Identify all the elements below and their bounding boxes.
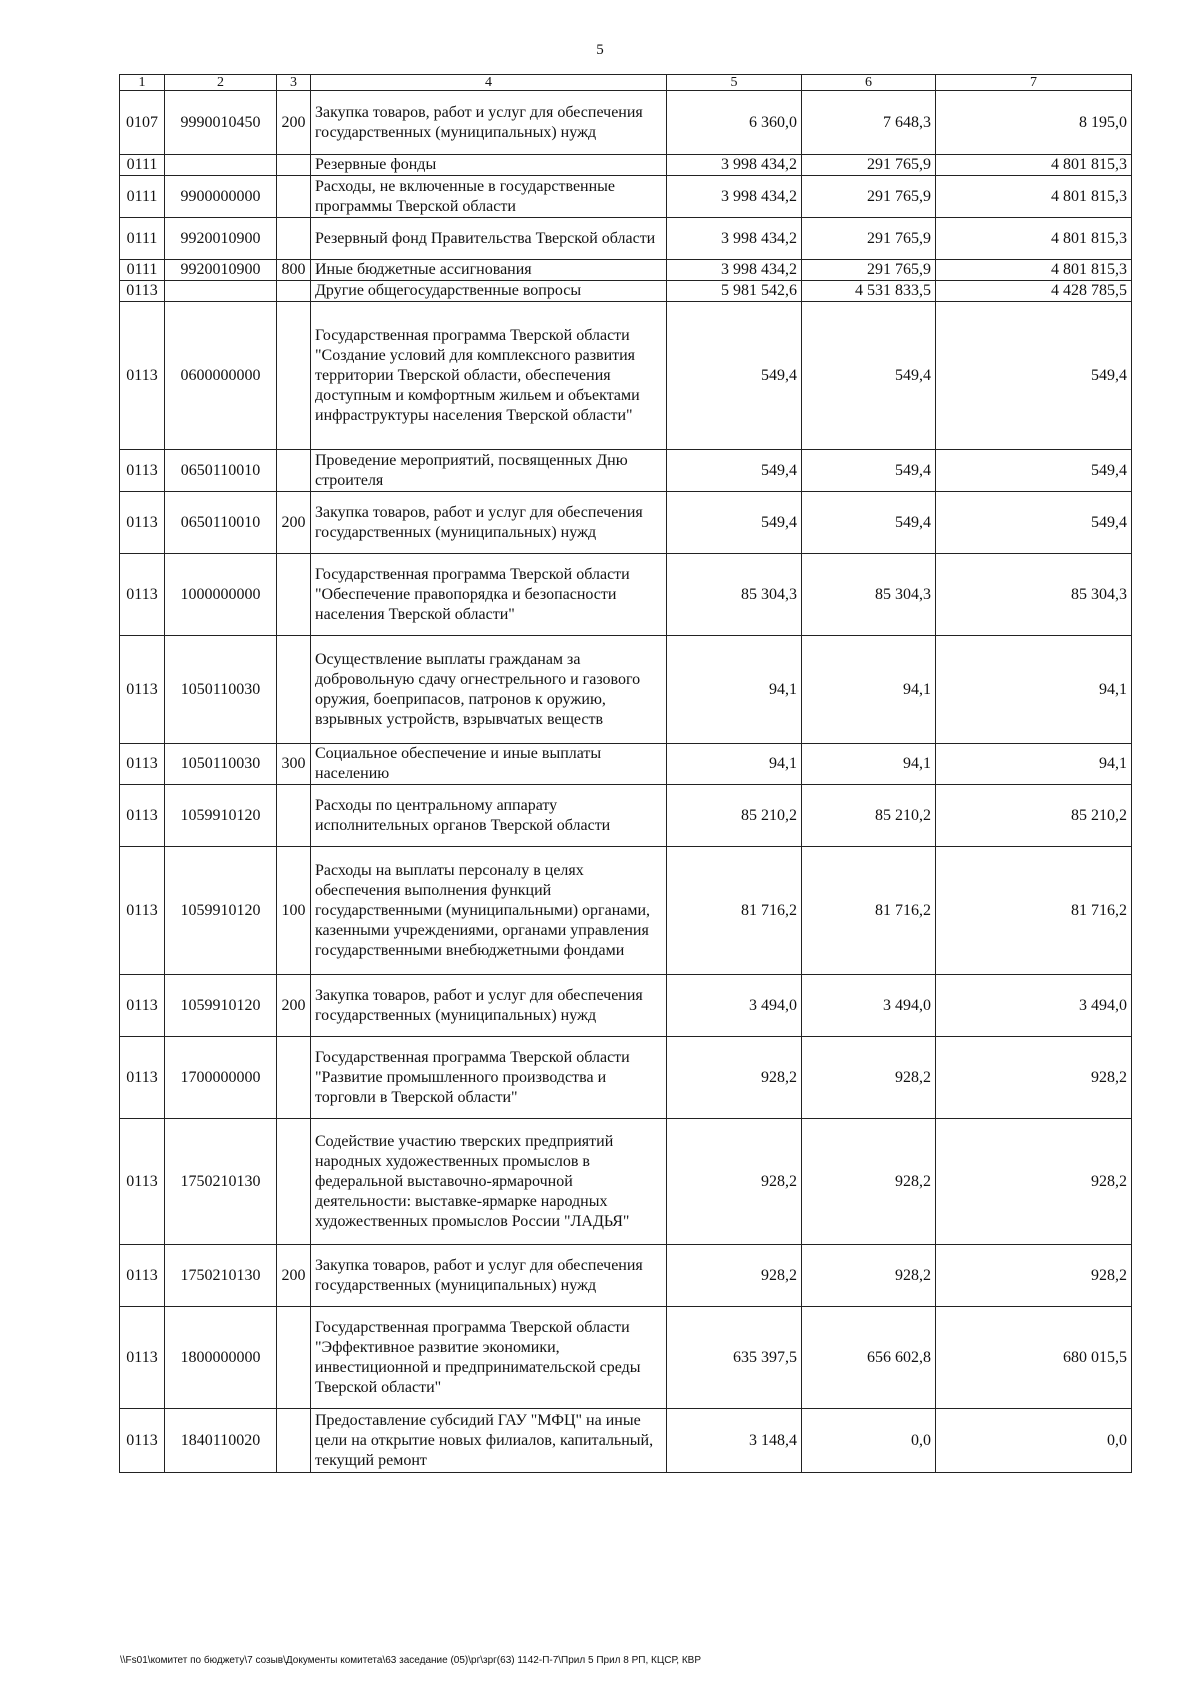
amount-col5: 635 397,5 xyxy=(667,1307,802,1409)
amount-col6: 291 765,9 xyxy=(802,218,936,260)
expense-type-code xyxy=(277,1409,311,1473)
footer-file-path: \\Fs01\комитет по бюджету\7 созыв\Документы комитета\63 заседание (05)\рг\зрг(63) 1142-П-7\Прил 5 Прил 8 РП, КЦСР, КВР xyxy=(120,1655,701,1666)
table-row xyxy=(120,260,1132,281)
column-number: 7 xyxy=(936,75,1132,91)
table-row xyxy=(120,492,1132,554)
table-row xyxy=(120,636,1132,744)
expense-type-code: 100 xyxy=(277,847,311,975)
amount-col6: 291 765,9 xyxy=(802,176,936,218)
table-row xyxy=(120,218,1132,260)
table-row xyxy=(120,847,1132,975)
amount-col7: 549,4 xyxy=(936,492,1132,554)
column-number: 1 xyxy=(120,75,165,91)
amount-col7: 928,2 xyxy=(936,1037,1132,1119)
expense-type-code: 200 xyxy=(277,975,311,1037)
item-name: Государственная программа Тверской области "Создание условий для комплексного развития территории Тверской области, обеспечения доступным и комфортным жильем и объектами инфраструктуры населения Тверской области" xyxy=(311,302,667,450)
table-row xyxy=(120,554,1132,636)
amount-col5: 85 304,3 xyxy=(667,554,802,636)
target-article-code: 1059910120 xyxy=(165,785,277,847)
amount-col6: 85 210,2 xyxy=(802,785,936,847)
section-code: 0113 xyxy=(120,1037,165,1119)
column-number: 3 xyxy=(277,75,311,91)
section-code: 0113 xyxy=(120,1409,165,1473)
column-number: 4 xyxy=(311,75,667,91)
expense-type-code: 200 xyxy=(277,492,311,554)
section-code: 0111 xyxy=(120,218,165,260)
section-code: 0111 xyxy=(120,176,165,218)
section-code: 0113 xyxy=(120,785,165,847)
section-code: 0111 xyxy=(120,260,165,281)
section-code: 0113 xyxy=(120,636,165,744)
item-name: Иные бюджетные ассигнования xyxy=(311,260,667,281)
amount-col7: 3 494,0 xyxy=(936,975,1132,1037)
amount-col7: 4 428 785,5 xyxy=(936,281,1132,302)
table-row xyxy=(120,450,1132,492)
column-number-row xyxy=(120,75,1132,91)
amount-col5: 928,2 xyxy=(667,1119,802,1245)
target-article-code xyxy=(165,155,277,176)
target-article-code: 0650110010 xyxy=(165,492,277,554)
section-code: 0113 xyxy=(120,302,165,450)
page-number: 5 xyxy=(596,42,604,58)
target-article-code: 1750210130 xyxy=(165,1245,277,1307)
amount-col5: 549,4 xyxy=(667,302,802,450)
target-article-code: 9920010900 xyxy=(165,260,277,281)
item-name: Закупка товаров, работ и услуг для обеспечения государственных (муниципальных) нужд xyxy=(311,91,667,155)
budget-table xyxy=(119,74,1132,1473)
amount-col6: 549,4 xyxy=(802,302,936,450)
expense-type-code xyxy=(277,155,311,176)
expense-type-code xyxy=(277,554,311,636)
table-row xyxy=(120,1119,1132,1245)
target-article-code: 1800000000 xyxy=(165,1307,277,1409)
section-code: 0107 xyxy=(120,91,165,155)
amount-col7: 4 801 815,3 xyxy=(936,260,1132,281)
expense-type-code xyxy=(277,218,311,260)
amount-col5: 549,4 xyxy=(667,492,802,554)
expense-type-code xyxy=(277,281,311,302)
section-code: 0113 xyxy=(120,554,165,636)
item-name: Другие общегосударственные вопросы xyxy=(311,281,667,302)
section-code: 0113 xyxy=(120,975,165,1037)
section-code: 0113 xyxy=(120,1119,165,1245)
column-number: 6 xyxy=(802,75,936,91)
section-code: 0113 xyxy=(120,281,165,302)
section-code: 0113 xyxy=(120,1245,165,1307)
amount-col6: 3 494,0 xyxy=(802,975,936,1037)
amount-col5: 94,1 xyxy=(667,744,802,785)
item-name: Резервный фонд Правительства Тверской области xyxy=(311,218,667,260)
item-name: Осуществление выплаты гражданам за добровольную сдачу огнестрельного и газового оружия, боеприпасов, патронов к оружию, взрывных устройств, взрывчатых веществ xyxy=(311,636,667,744)
amount-col6: 4 531 833,5 xyxy=(802,281,936,302)
amount-col6: 85 304,3 xyxy=(802,554,936,636)
target-article-code: 1000000000 xyxy=(165,554,277,636)
amount-col7: 94,1 xyxy=(936,636,1132,744)
table-row xyxy=(120,1245,1132,1307)
table-row xyxy=(120,281,1132,302)
amount-col7: 549,4 xyxy=(936,302,1132,450)
expense-type-code xyxy=(277,450,311,492)
amount-col5: 3 494,0 xyxy=(667,975,802,1037)
expense-type-code xyxy=(277,1037,311,1119)
expense-type-code: 300 xyxy=(277,744,311,785)
amount-col5: 3 998 434,2 xyxy=(667,155,802,176)
table-row xyxy=(120,744,1132,785)
amount-col7: 4 801 815,3 xyxy=(936,218,1132,260)
amount-col5: 94,1 xyxy=(667,636,802,744)
item-name: Государственная программа Тверской области "Обеспечение правопорядка и безопасности населения Тверской области" xyxy=(311,554,667,636)
amount-col7: 4 801 815,3 xyxy=(936,155,1132,176)
expense-type-code: 200 xyxy=(277,91,311,155)
amount-col6: 549,4 xyxy=(802,492,936,554)
table-row xyxy=(120,975,1132,1037)
item-name: Предоставление субсидий ГАУ "МФЦ" на иные цели на открытие новых филиалов, капитальный, текущий ремонт xyxy=(311,1409,667,1473)
item-name: Государственная программа Тверской области "Развитие промышленного производства и торговли в Тверской области" xyxy=(311,1037,667,1119)
expense-type-code xyxy=(277,636,311,744)
amount-col5: 3 148,4 xyxy=(667,1409,802,1473)
amount-col5: 928,2 xyxy=(667,1245,802,1307)
amount-col6: 656 602,8 xyxy=(802,1307,936,1409)
amount-col7: 85 210,2 xyxy=(936,785,1132,847)
section-code: 0113 xyxy=(120,744,165,785)
amount-col5: 81 716,2 xyxy=(667,847,802,975)
target-article-code: 1700000000 xyxy=(165,1037,277,1119)
target-article-code: 0600000000 xyxy=(165,302,277,450)
target-article-code xyxy=(165,281,277,302)
item-name: Закупка товаров, работ и услуг для обеспечения государственных (муниципальных) нужд xyxy=(311,492,667,554)
amount-col6: 291 765,9 xyxy=(802,155,936,176)
target-article-code: 9990010450 xyxy=(165,91,277,155)
section-code: 0113 xyxy=(120,847,165,975)
target-article-code: 1050110030 xyxy=(165,744,277,785)
amount-col6: 928,2 xyxy=(802,1245,936,1307)
amount-col7: 85 304,3 xyxy=(936,554,1132,636)
section-code: 0113 xyxy=(120,1307,165,1409)
item-name: Расходы на выплаты персоналу в целях обеспечения выполнения функций государственными (муниципальными) органами, казенными учреждениями, органами управления государственными внебюджетными фондами xyxy=(311,847,667,975)
target-article-code: 1059910120 xyxy=(165,975,277,1037)
expense-type-code xyxy=(277,302,311,450)
table-row xyxy=(120,302,1132,450)
amount-col7: 928,2 xyxy=(936,1245,1132,1307)
table-row xyxy=(120,1037,1132,1119)
amount-col6: 81 716,2 xyxy=(802,847,936,975)
table-row xyxy=(120,785,1132,847)
column-number: 5 xyxy=(667,75,802,91)
section-code: 0113 xyxy=(120,450,165,492)
target-article-code: 9920010900 xyxy=(165,218,277,260)
column-number: 2 xyxy=(165,75,277,91)
expense-type-code xyxy=(277,785,311,847)
budget-table-body xyxy=(120,75,1132,1473)
amount-col6: 549,4 xyxy=(802,450,936,492)
target-article-code: 1840110020 xyxy=(165,1409,277,1473)
section-code: 0113 xyxy=(120,492,165,554)
amount-col7: 928,2 xyxy=(936,1119,1132,1245)
expense-type-code: 200 xyxy=(277,1245,311,1307)
amount-col7: 94,1 xyxy=(936,744,1132,785)
amount-col5: 6 360,0 xyxy=(667,91,802,155)
amount-col5: 85 210,2 xyxy=(667,785,802,847)
amount-col5: 549,4 xyxy=(667,450,802,492)
amount-col5: 3 998 434,2 xyxy=(667,260,802,281)
section-code: 0111 xyxy=(120,155,165,176)
table-row xyxy=(120,91,1132,155)
target-article-code: 1750210130 xyxy=(165,1119,277,1245)
expense-type-code xyxy=(277,1307,311,1409)
expense-type-code: 800 xyxy=(277,260,311,281)
amount-col7: 81 716,2 xyxy=(936,847,1132,975)
amount-col6: 7 648,3 xyxy=(802,91,936,155)
amount-col7: 549,4 xyxy=(936,450,1132,492)
amount-col5: 3 998 434,2 xyxy=(667,218,802,260)
item-name: Закупка товаров, работ и услуг для обеспечения государственных (муниципальных) нужд xyxy=(311,1245,667,1307)
amount-col5: 3 998 434,2 xyxy=(667,176,802,218)
target-article-code: 1050110030 xyxy=(165,636,277,744)
amount-col5: 928,2 xyxy=(667,1037,802,1119)
amount-col6: 0,0 xyxy=(802,1409,936,1473)
amount-col7: 0,0 xyxy=(936,1409,1132,1473)
item-name: Социальное обеспечение и иные выплаты населению xyxy=(311,744,667,785)
item-name: Закупка товаров, работ и услуг для обеспечения государственных (муниципальных) нужд xyxy=(311,975,667,1037)
amount-col6: 928,2 xyxy=(802,1119,936,1245)
amount-col5: 5 981 542,6 xyxy=(667,281,802,302)
target-article-code: 9900000000 xyxy=(165,176,277,218)
table-row xyxy=(120,1409,1132,1473)
item-name: Расходы, не включенные в государственные программы Тверской области xyxy=(311,176,667,218)
target-article-code: 0650110010 xyxy=(165,450,277,492)
expense-type-code xyxy=(277,1119,311,1245)
expense-type-code xyxy=(277,176,311,218)
amount-col6: 94,1 xyxy=(802,636,936,744)
target-article-code: 1059910120 xyxy=(165,847,277,975)
amount-col6: 94,1 xyxy=(802,744,936,785)
amount-col6: 928,2 xyxy=(802,1037,936,1119)
item-name: Резервные фонды xyxy=(311,155,667,176)
table-row xyxy=(120,155,1132,176)
item-name: Содействие участию тверских предприятий народных художественных промыслов в федеральной выставочно-ярмарочной деятельности: выставке-ярмарке народных художественных промыслов России "ЛАДЬЯ" xyxy=(311,1119,667,1245)
amount-col7: 8 195,0 xyxy=(936,91,1132,155)
item-name: Проведение мероприятий, посвященных Дню строителя xyxy=(311,450,667,492)
table-row xyxy=(120,176,1132,218)
item-name: Государственная программа Тверской области "Эффективное развитие экономики, инвестиционной и предпринимательской среды Тверской области" xyxy=(311,1307,667,1409)
amount-col7: 4 801 815,3 xyxy=(936,176,1132,218)
table-row xyxy=(120,1307,1132,1409)
item-name: Расходы по центральному аппарату исполнительных органов Тверской области xyxy=(311,785,667,847)
amount-col6: 291 765,9 xyxy=(802,260,936,281)
amount-col7: 680 015,5 xyxy=(936,1307,1132,1409)
